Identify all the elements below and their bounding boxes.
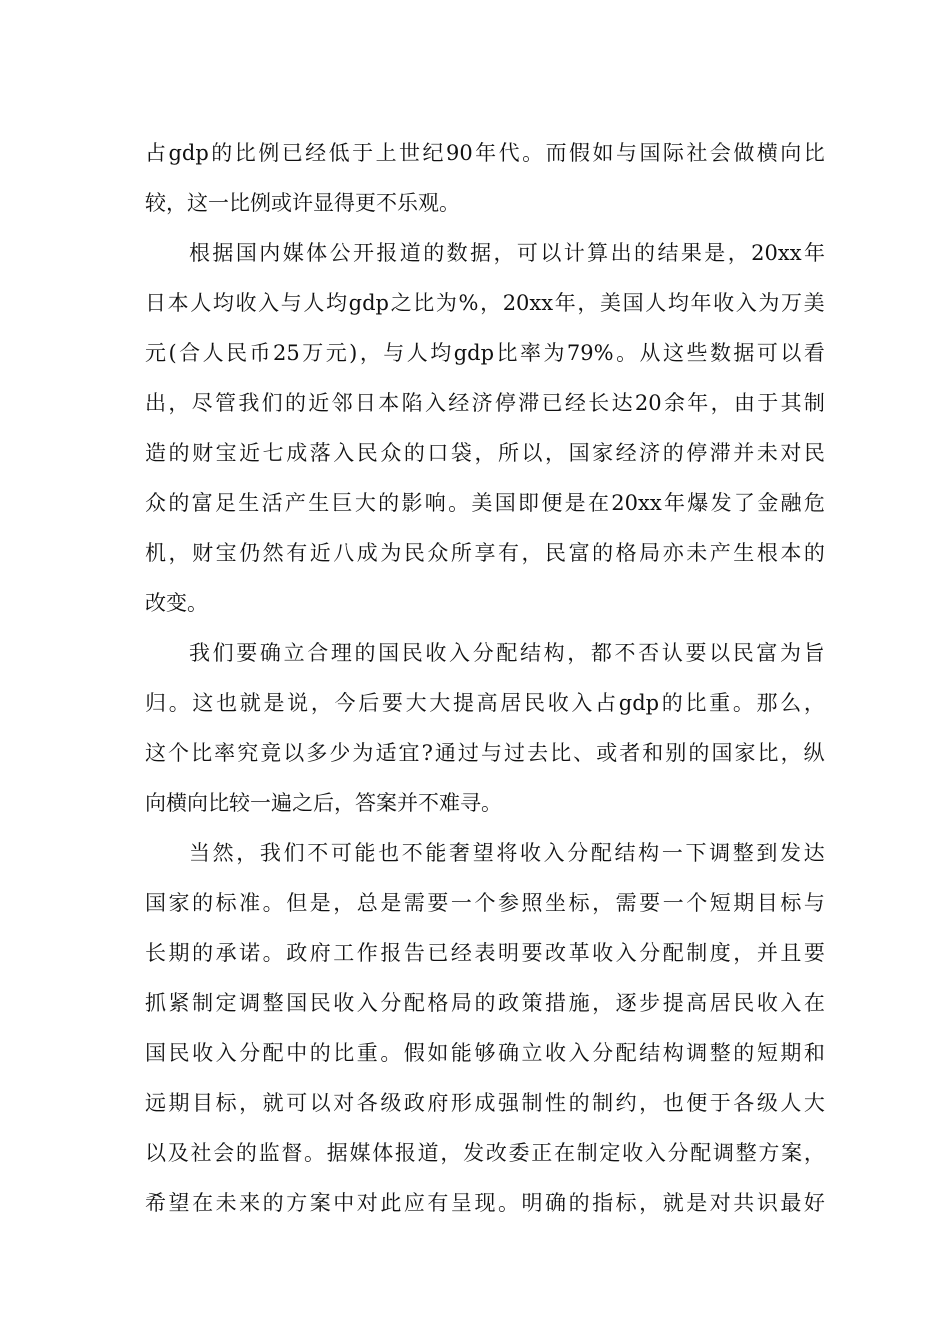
text-line: 出 ， 尽 管 我 们 的 近 邻 日 本 陷 入 经 济 停 滞 已 经 长 达 20 余 年 ， 由 于 其 制 <box>145 391 825 415</box>
text-line: 希 望 在 未 来 的 方 案 中 对 此 应 有 呈 现 。 明 确 的 指 标 ， 就 是 对 共 识 最 好 <box>145 1191 825 1215</box>
text-line: 当 然 ， 我 们 不 可 能 也 不 能 奢 望 将 收 入 分 配 结 构 一 下 调 整 到 发 达 <box>189 841 825 865</box>
text-line: 向横向比较一遍之后，答案并不难寻。 <box>145 791 502 815</box>
text-line: 根 据 国 内 媒 体 公 开 报 道 的 数 据 ， 可 以 计 算 出 的 结 果 是 ， 20xx 年 <box>189 241 825 265</box>
body-text <box>145 128 825 1228</box>
text-line: 众 的 富 足 生 活 产 生 巨 大 的 影 响 。 美 国 即 便 是 在 20xx 年 爆 发 了 金 融 危 <box>145 491 825 515</box>
text-line: 我 们 要 确 立 合 理 的 国 民 收 入 分 配 结 构 ， 都 不 否 认 要 以 民 富 为 旨 <box>189 641 825 665</box>
text-line: 元 ( 合 人 民 币 25 万 元 ) ， 与 人 均 gdp 比 率 为 79% 。 从 这 些 数 据 可 以 看 <box>145 341 825 365</box>
text-line: 日 本 人 均 收 入 与 人 均 gdp 之 比 为 % ， 20xx 年 ， 美 国 人 均 年 收 入 为 万 美 <box>145 291 825 315</box>
text-line: 国 家 的 标 准 。 但 是 ， 总 是 需 要 一 个 参 照 坐 标 ， 需 要 一 个 短 期 目 标 与 <box>145 891 825 915</box>
text-line: 以 及 社 会 的 监 督 。 据 媒 体 报 道 ， 发 改 委 正 在 制 定 收 入 分 配 调 整 方 案 ， <box>145 1141 825 1165</box>
text-line: 机 ， 财 宝 仍 然 有 近 八 成 为 民 众 所 享 有 ， 民 富 的 格 局 亦 未 产 生 根 本 的 <box>145 541 825 565</box>
text-line: 长 期 的 承 诺 。 政 府 工 作 报 告 已 经 表 明 要 改 革 收 入 分 配 制 度 ， 并 且 要 <box>145 941 825 965</box>
text-line: 远 期 目 标 ， 就 可 以 对 各 级 政 府 形 成 强 制 性 的 制 约 ， 也 便 于 各 级 人 大 <box>145 1091 825 1115</box>
text-line: 国 民 收 入 分 配 中 的 比 重 。 假 如 能 够 确 立 收 入 分 配 结 构 调 整 的 短 期 和 <box>145 1041 825 1065</box>
text-line: 这 个 比 率 究 竟 以 多 少 为 适 宜 ? 通 过 与 过 去 比 、 或 者 和 别 的 国 家 比 ， 纵 <box>145 741 825 765</box>
text-line: 较，这一比例或许显得更不乐观。 <box>145 191 460 215</box>
text-line: 归 。 这 也 就 是 说 ， 今 后 要 大 大 提 高 居 民 收 入 占 gdp 的 比 重 。 那 么 ， <box>145 691 825 715</box>
text-line: 改变。 <box>145 591 208 615</box>
text-line: 抓 紧 制 定 调 整 国 民 收 入 分 配 格 局 的 政 策 措 施 ， 逐 步 提 高 居 民 收 入 在 <box>145 991 825 1015</box>
text-line: 占 gdp 的 比 例 已 经 低 于 上 世 纪 90 年 代 。 而 假 如 与 国 际 社 会 做 横 向 比 <box>145 141 825 165</box>
text-line: 造 的 财 宝 近 七 成 落 入 民 众 的 口 袋 ， 所 以 ， 国 家 经 济 的 停 滞 并 未 对 民 <box>145 441 825 465</box>
